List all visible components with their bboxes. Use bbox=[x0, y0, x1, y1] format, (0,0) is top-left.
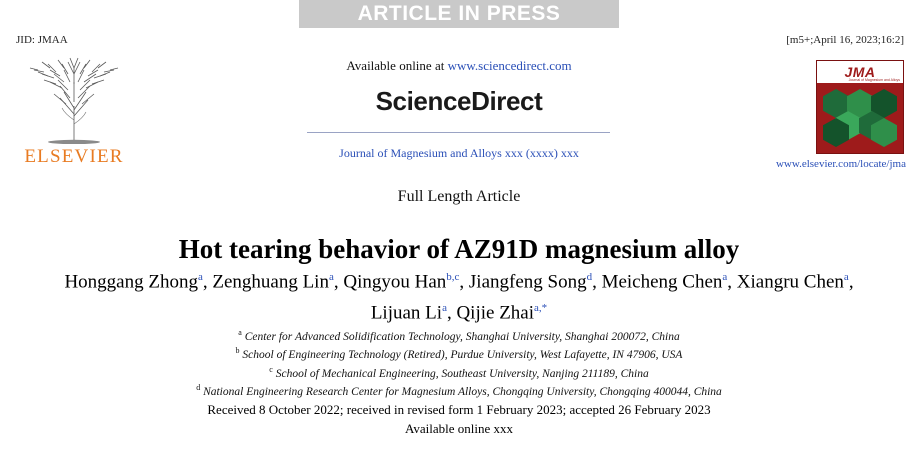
affiliation-marker: c bbox=[269, 364, 273, 374]
author-affiliation-marker: a bbox=[722, 271, 728, 283]
available-online-prefix: Available online at bbox=[346, 58, 448, 73]
page-title: Hot tearing behavior of AZ91D magnesium alloy bbox=[178, 234, 740, 265]
article-build-info: [m5+;April 16, 2023;16:2] bbox=[786, 34, 904, 46]
author-list: Honggang Zhong$^a$, Zenghuang Lin$^a$, Qingyou Han$^{b,c}$, Jiangfeng Song$^d$, Meicheng Chen$^a$, Xiangru Chen$^a$, Lijuan Li$^a$, Qijie Zhai$^{a,*}$ bbox=[64, 271, 854, 324]
author-affiliation-marker: a bbox=[328, 271, 334, 283]
author-affiliation-marker: a bbox=[197, 271, 203, 283]
article-in-press-banner bbox=[299, 0, 619, 28]
affiliation-item bbox=[0, 326, 918, 344]
affiliation-text: School of Engineering Technology (Retired), Purdue University, West Lafayette, IN 47906, USA bbox=[239, 349, 683, 362]
journal-meta-row bbox=[0, 34, 918, 48]
author-name: Qijie Zhai bbox=[456, 302, 535, 324]
affiliation-item bbox=[0, 363, 918, 381]
affiliation-text: Center for Advanced Solidification Technology, Shanghai University, Shanghai 200072, China bbox=[241, 330, 680, 343]
affiliation-marker: a bbox=[238, 328, 242, 337]
affiliation-text: National Engineering Research Center for Magnesium Alloys, Chongqing University, Chongqing 400044, China bbox=[200, 385, 722, 398]
affiliation-item bbox=[0, 381, 918, 399]
available-online-line bbox=[0, 58, 918, 74]
author-affiliation-marker: d bbox=[586, 271, 593, 283]
journal-cover-artwork bbox=[817, 83, 903, 153]
jid-label: JID: JMAA bbox=[16, 34, 68, 46]
received-line: Received 8 October 2022; received in revised form 1 February 2023; accepted 26 February 2023 bbox=[207, 402, 711, 417]
author-name: Zenghuang Lin bbox=[212, 271, 329, 293]
journal-cover-thumbnail bbox=[816, 60, 904, 154]
available-online-date: Available online xxx bbox=[404, 421, 514, 436]
affiliation-list bbox=[0, 326, 918, 399]
affiliation-text: School of Mechanical Engineering, Southeast University, Nanjing 211189, China bbox=[272, 367, 649, 380]
affiliation-marker: d bbox=[196, 382, 201, 392]
sciencedirect-link[interactable]: www.sciencedirect.com bbox=[447, 58, 572, 73]
article-history bbox=[0, 400, 918, 438]
author-name: Qingyou Han bbox=[343, 271, 447, 293]
sciencedirect-wordmark: ScienceDirect bbox=[375, 86, 543, 116]
author-affiliation-marker: a bbox=[442, 302, 447, 315]
article-type-label: Full Length Article bbox=[397, 188, 521, 205]
author-affiliation-marker: a bbox=[843, 271, 849, 283]
affiliation-marker: b bbox=[235, 346, 240, 356]
author-affiliation-marker: a,* bbox=[534, 302, 548, 315]
affiliation-item bbox=[0, 344, 918, 362]
author-name: Jiangfeng Song bbox=[468, 271, 587, 293]
author-name: Honggang Zhong bbox=[64, 271, 198, 293]
article-in-press-label: ARTICLE IN PRESS bbox=[357, 2, 561, 25]
author-name: Xiangru Chen bbox=[736, 271, 844, 293]
header-divider bbox=[307, 132, 610, 133]
journal-locate-url[interactable]: www.elsevier.com/locate/jma bbox=[775, 158, 906, 170]
journal-cover-subtitle: Journal of Magnesium and Alloys bbox=[848, 78, 900, 82]
journal-citation-line: Journal of Magnesium and Alloys xxx (xxxx) xxx bbox=[339, 146, 579, 160]
elsevier-wordmark: ELSEVIER bbox=[24, 146, 124, 167]
hexagon-cluster-icon bbox=[823, 89, 897, 147]
author-name: Meicheng Chen bbox=[601, 271, 723, 293]
author-affiliation-marker: b,c bbox=[446, 271, 460, 283]
journal-cover-header bbox=[817, 61, 903, 83]
author-name: Lijuan Li bbox=[370, 302, 443, 324]
journal-cover-title: JMA bbox=[844, 64, 876, 80]
